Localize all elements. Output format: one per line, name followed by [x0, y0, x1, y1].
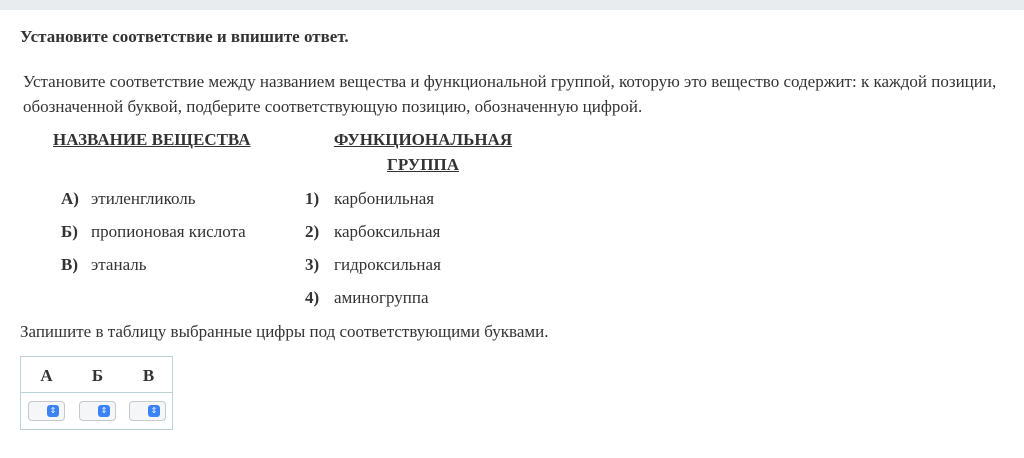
group-header-line1: ФУНКЦИОНАЛЬНАЯ: [333, 130, 513, 149]
item-key: 4): [305, 288, 320, 307]
item-key: 2): [305, 222, 320, 241]
group-item-4: [305, 287, 429, 309]
substance-item-a: [61, 188, 196, 210]
task-title: Установите соответствие и впишите ответ.: [20, 27, 349, 46]
substance-column-header: НАЗВАНИЕ ВЕЩЕСТВА: [53, 130, 251, 149]
chevron-up-down-icon: ⇕: [98, 405, 110, 417]
item-text: карбоксильная: [334, 222, 441, 241]
chevron-up-down-icon: ⇕: [148, 405, 160, 417]
item-text: этиленгликоль: [91, 189, 196, 208]
substance-item-v: [61, 254, 147, 276]
question-text: Установите соответствие между названием вещества и функциональной группой, которую это вещество содержит: к каждой позиции, обозначенной буквой, подберите соответствующую позицию, обозначенную цифрой.: [23, 72, 997, 116]
item-text: этаналь: [91, 255, 147, 274]
answer-header-a: А: [40, 366, 53, 385]
answer-header-b: Б: [91, 366, 104, 385]
item-key: В): [61, 255, 78, 274]
instruction-text: Запишите в таблицу выбранные цифры под соответствующими буквами.: [20, 322, 549, 341]
item-key: 3): [305, 255, 320, 274]
item-text: карбонильная: [334, 189, 435, 208]
answer-select-a[interactable]: [28, 401, 65, 421]
group-item-2: [305, 221, 440, 243]
item-key: А): [61, 189, 79, 208]
group-item-1: [305, 188, 434, 210]
item-text: гидроксильная: [334, 255, 441, 274]
answer-table: [20, 356, 173, 430]
item-key: 1): [305, 189, 320, 208]
group-item-3: [305, 254, 441, 276]
substance-item-b: [61, 221, 246, 243]
item-text: аминогруппа: [334, 288, 429, 307]
group-column-header: [324, 127, 522, 177]
top-bar: [0, 0, 1024, 10]
item-text: пропионовая кислота: [91, 222, 246, 241]
group-header-line2: ГРУППА: [387, 155, 459, 174]
answer-table-header-row: [21, 357, 172, 393]
answer-header-v: В: [142, 366, 155, 385]
answer-select-v[interactable]: [129, 401, 166, 421]
answer-select-b[interactable]: [79, 401, 116, 421]
chevron-up-down-icon: ⇕: [47, 405, 59, 417]
item-key: Б): [61, 222, 78, 241]
